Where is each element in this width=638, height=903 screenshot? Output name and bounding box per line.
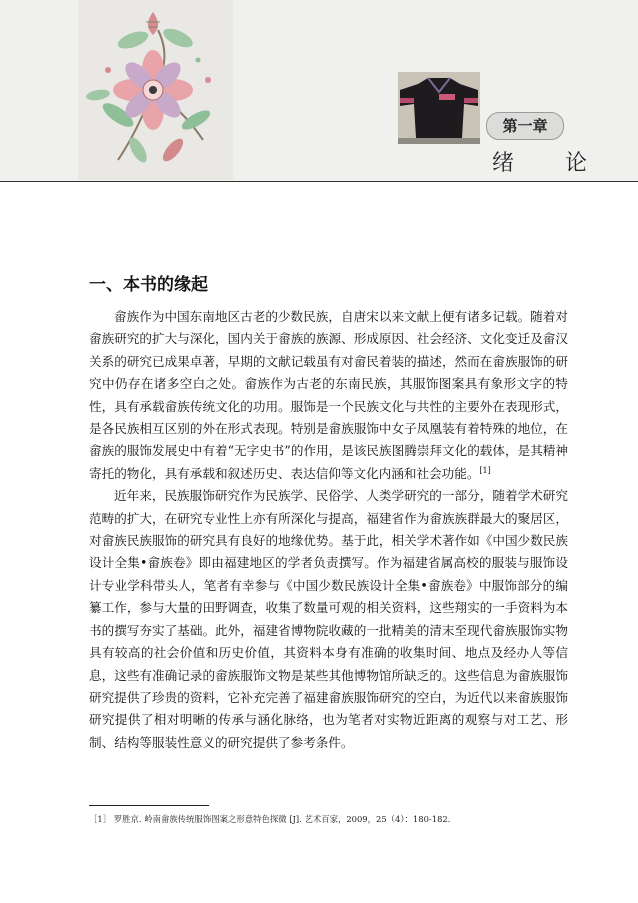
- paragraph-text: 畲族作为中国东南地区古老的少数民族，自唐宋以来文献上便有诸多记载。随着对畲族研究的扩大与深化，国内关于畲族的族源、形成原因、社会经济、文化变迁及畲汉关系的研究已成果卓著，早期的文献记载虽有对畲民着装的描述，然而在畲族服饰的研究中仍存在诸多空白之处。畲族作为古老的东南民族，其服饰图案具有象形文字的特性，具有承载畲族传统文化的功用。服饰是一个民族文化与共性的主要外在表现形式，是各民族相互区别的外在形式表现。特别是畲族服饰中女子凤凰装有着特殊的地位，在畲族的服饰发展史中有着“无字史书”的作用，是该民族图腾崇拜文化的载体，是其精神寄托的物化，具有承载和叙述历史、表达信仰等文化内涵和社会功能。: [89, 309, 568, 481]
- paragraph: 近年来，民族服饰研究作为民族学、民俗学、人类学研究的一部分，随着学术研究范畴的扩大，在研究专业性上亦有所深化与提高，福建省作为畲族族群最大的聚居区，对畲族民族服饰的研究具有良好的地缘优势。基于此，相关学术著作如《中国少数民族设计全集•畲族卷》即由福建地区的学者负责撰写。作为福建省属高校的服装与服饰设计专业学科带头人，笔者有幸参与《中国少数民族设计全集•畲族卷》中服饰部分的编纂工作，参与大量的田野调查，收集了数量可观的相关资料，这些翔实的一手资料为本书的撰写夯实了基础。此外，福建省博物院收藏的一批精美的清末至现代畲族服饰实物具有较高的社会价值和历史价值，其资料本身有准确的收集时间、地点及经办人等信息，这些有准确记录的畲族服饰文物是某些其他博物馆所缺乏的。这些信息为畲族服饰研究提供了珍贵的资料，它补充完善了福建畲族服饰研究的空白，为近代以来畲族服饰研究提供了相对明晰的传承与涵化脉络，也为笔者对实物近距离的观察与对工艺、形制、结构等服装性意义的研究提供了参考条件。: [89, 488, 568, 750]
- chapter-header: [0, 0, 638, 182]
- footnote-divider: [89, 805, 209, 806]
- section-title: 一、本书的缘起: [89, 275, 208, 295]
- paragraph: [89, 306, 568, 485]
- footnote-reference[interactable]: [1]: [479, 465, 491, 475]
- chapter-label: 第一章: [486, 112, 564, 140]
- chapter-title: 绪 论: [492, 151, 609, 176]
- footnote: ［1］ 罗胜京. 岭南畲族传统服饰图案之形意特色探微 [J]. 艺术百家，2009，25（4）：180-182.: [89, 814, 451, 824]
- flower-illustration-icon: [78, 0, 233, 180]
- body-text: [89, 306, 568, 754]
- garment-illustration-icon: [398, 72, 480, 144]
